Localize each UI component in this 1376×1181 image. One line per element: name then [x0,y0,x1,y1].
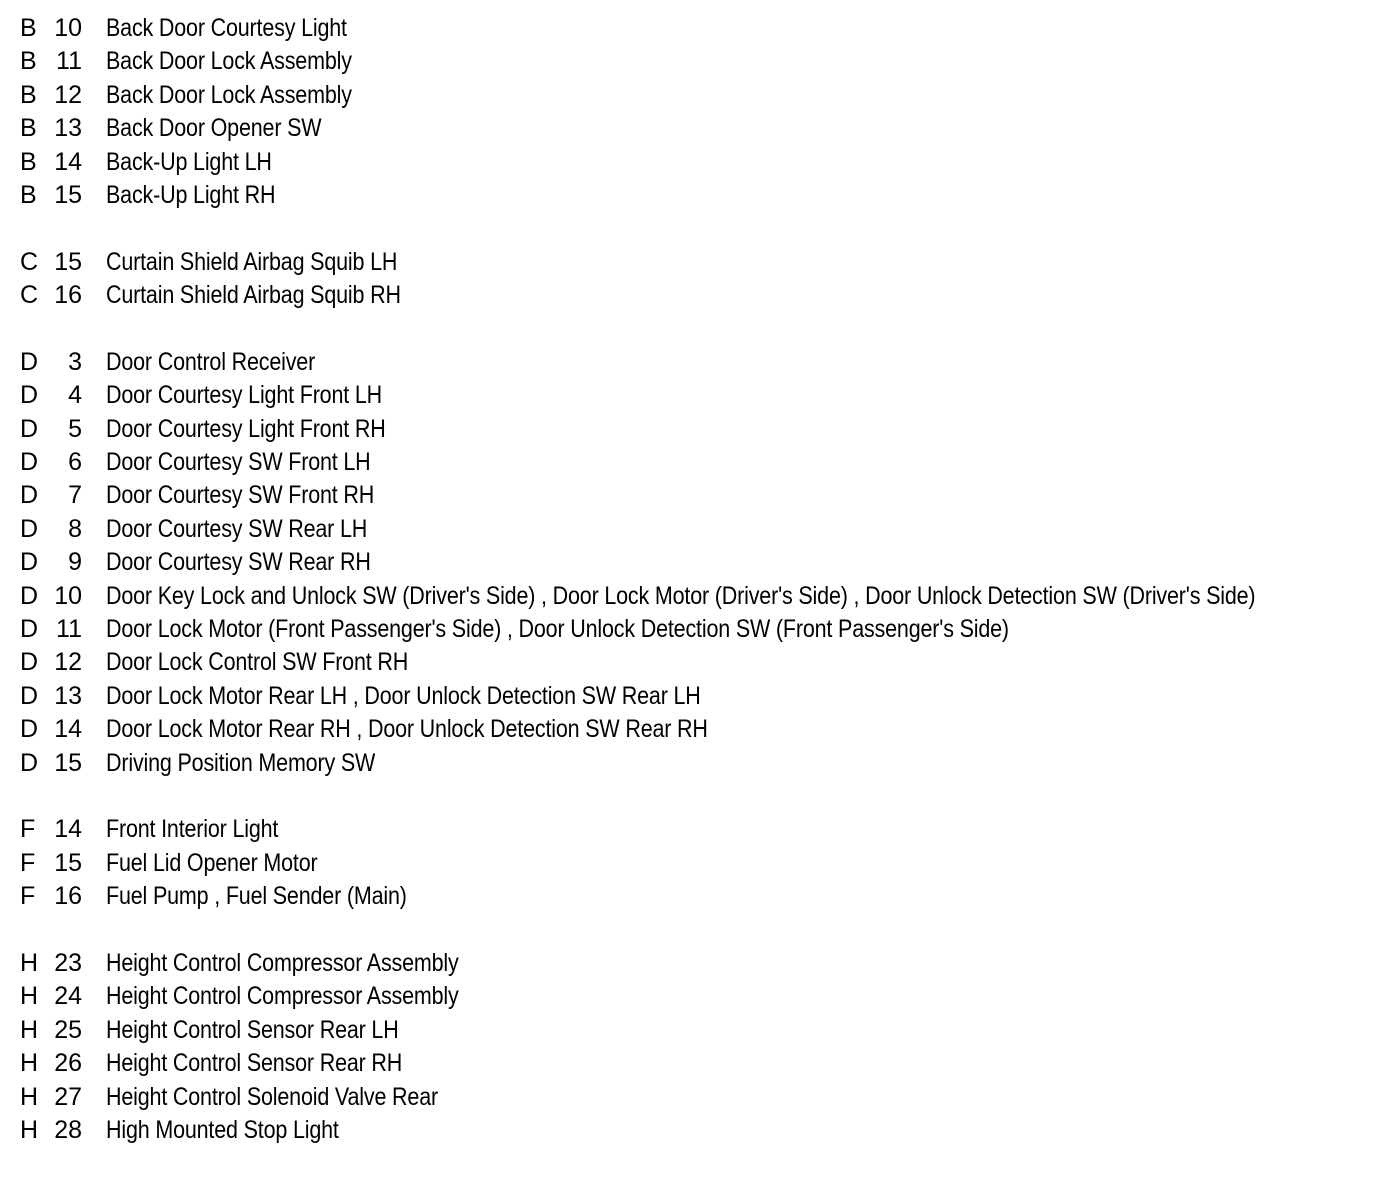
connector-number: 14 [54,715,82,744]
list-item [0,12,1376,45]
connector-number: 6 [68,448,82,477]
group-c [0,246,1376,313]
connector-number: 16 [54,882,82,911]
list-item [0,45,1376,78]
connector-code: B [20,147,37,176]
connector-number: 13 [54,681,82,710]
connector-name: Fuel Pump , Fuel Sender (Main) [106,882,407,911]
connector-code: H [20,1082,39,1111]
connector-code: B [20,180,37,209]
list-item [0,246,1376,279]
list-item [0,446,1376,479]
list-item [0,279,1376,312]
connector-name: Door Courtesy Light Front LH [106,381,383,410]
connector-code: D [20,548,39,577]
list-item [0,980,1376,1013]
connector-name: Door Lock Motor (Front Passenger's Side) , Door Unlock Detection SW (Front Passenger's Side) [106,615,1009,644]
list-item [0,1081,1376,1114]
connector-code: B [20,14,37,42]
connector-number: 8 [68,514,82,543]
connector-code: D [20,347,39,376]
connector-code: D [20,681,39,710]
connector-number: 13 [54,114,82,143]
connector-number: 15 [54,848,82,877]
list-item [0,513,1376,546]
connector-name: Back-Up Light LH [106,147,272,176]
list-item [0,146,1376,179]
connector-code: F [20,882,36,911]
connector-number: 11 [56,615,82,644]
connector-code: F [20,848,36,877]
connector-code: D [20,514,39,543]
connector-code: B [20,114,37,143]
list-item [0,747,1376,780]
connector-name: Back Door Courtesy Light [106,14,347,42]
connector-name: Fuel Lid Opener Motor [106,848,318,877]
connector-number: 14 [54,147,82,176]
connector-number: 7 [68,481,82,510]
group-b [0,12,1376,212]
connector-number: 15 [54,247,82,276]
connector-number: 28 [54,1115,82,1144]
connector-name: Door Courtesy SW Front RH [106,481,375,510]
connector-number: 23 [54,948,82,977]
connector-name: Back-Up Light RH [106,180,276,209]
connector-code: D [20,381,39,410]
connector-code: D [20,448,39,477]
list-item [0,346,1376,379]
connector-number: 25 [54,1015,82,1044]
connector-code: C [20,281,39,310]
connector-number: 9 [68,548,82,577]
connector-code: H [20,982,39,1011]
list-item [0,179,1376,212]
list-item [0,112,1376,145]
connector-name: Back Door Lock Assembly [106,47,352,76]
connector-number: 15 [54,180,82,209]
connector-name: Height Control Compressor Assembly [106,948,459,977]
group-f [0,813,1376,913]
connector-number: 24 [54,982,82,1011]
connector-number: 4 [68,381,82,410]
connector-name: Back Door Lock Assembly [106,80,352,109]
group-d [0,346,1376,780]
connector-number: 12 [54,648,82,677]
connector-code: D [20,581,39,610]
connector-name: Front Interior Light [106,815,279,844]
list-item [0,947,1376,980]
connector-name: Door Courtesy SW Rear LH [106,514,368,543]
connector-name: Door Control Receiver [106,347,316,376]
list-item [0,1114,1376,1147]
list-item [0,680,1376,713]
connector-name: Height Control Solenoid Valve Rear [106,1082,438,1111]
connector-name: Door Lock Motor Rear RH , Door Unlock Detection SW Rear RH [106,715,708,744]
connector-name: Height Control Sensor Rear LH [106,1015,399,1044]
connector-name: Back Door Opener SW [106,114,322,143]
connector-code: D [20,414,39,443]
connector-name: Curtain Shield Airbag Squib RH [106,281,401,310]
list-item [0,880,1376,913]
connector-code: C [20,247,39,276]
connector-number: 14 [54,815,82,844]
connector-name: Height Control Sensor Rear RH [106,1049,403,1078]
connector-name: Door Courtesy SW Front LH [106,448,371,477]
connector-code: D [20,748,39,777]
connector-code: H [20,1115,39,1144]
connector-name: Curtain Shield Airbag Squib LH [106,247,398,276]
connector-name: Door Lock Control SW Front RH [106,648,409,677]
connector-name: Door Key Lock and Unlock SW (Driver's Side) , Door Lock Motor (Driver's Side) , Door Unlock Detection SW (Driver's Side) [106,581,1256,610]
connector-code: F [20,815,36,844]
connector-code: D [20,615,39,644]
connector-name: Driving Position Memory SW [106,748,376,777]
list-item [0,79,1376,112]
list-item [0,813,1376,846]
connector-index-list [0,12,1376,1181]
connector-number: 27 [54,1082,82,1111]
list-item [0,613,1376,646]
connector-code: H [20,948,39,977]
connector-code: D [20,715,39,744]
list-item [0,413,1376,446]
connector-code: D [20,648,39,677]
connector-name: High Mounted Stop Light [106,1115,339,1144]
connector-code: D [20,481,39,510]
list-item [0,646,1376,679]
connector-number: 3 [68,347,82,376]
connector-number: 12 [54,80,82,109]
connector-number: 5 [68,414,82,443]
connector-number: 10 [54,581,82,610]
connector-name: Door Courtesy SW Rear RH [106,548,371,577]
list-item [0,379,1376,412]
connector-number: 16 [54,281,82,310]
list-item [0,479,1376,512]
connector-code: B [20,47,37,76]
list-item [0,546,1376,579]
list-item [0,847,1376,880]
connector-name: Height Control Compressor Assembly [106,982,459,1011]
connector-number: 10 [54,14,82,42]
connector-name: Door Courtesy Light Front RH [106,414,386,443]
group-h [0,947,1376,1147]
connector-name: Door Lock Motor Rear LH , Door Unlock Detection SW Rear LH [106,681,701,710]
connector-number: 26 [54,1049,82,1078]
connector-number: 15 [54,748,82,777]
connector-code: H [20,1015,39,1044]
list-item [0,1014,1376,1047]
list-item [0,1047,1376,1080]
list-item [0,580,1376,613]
connector-code: H [20,1049,39,1078]
list-item [0,713,1376,746]
connector-number: 11 [56,47,82,76]
connector-code: B [20,80,37,109]
